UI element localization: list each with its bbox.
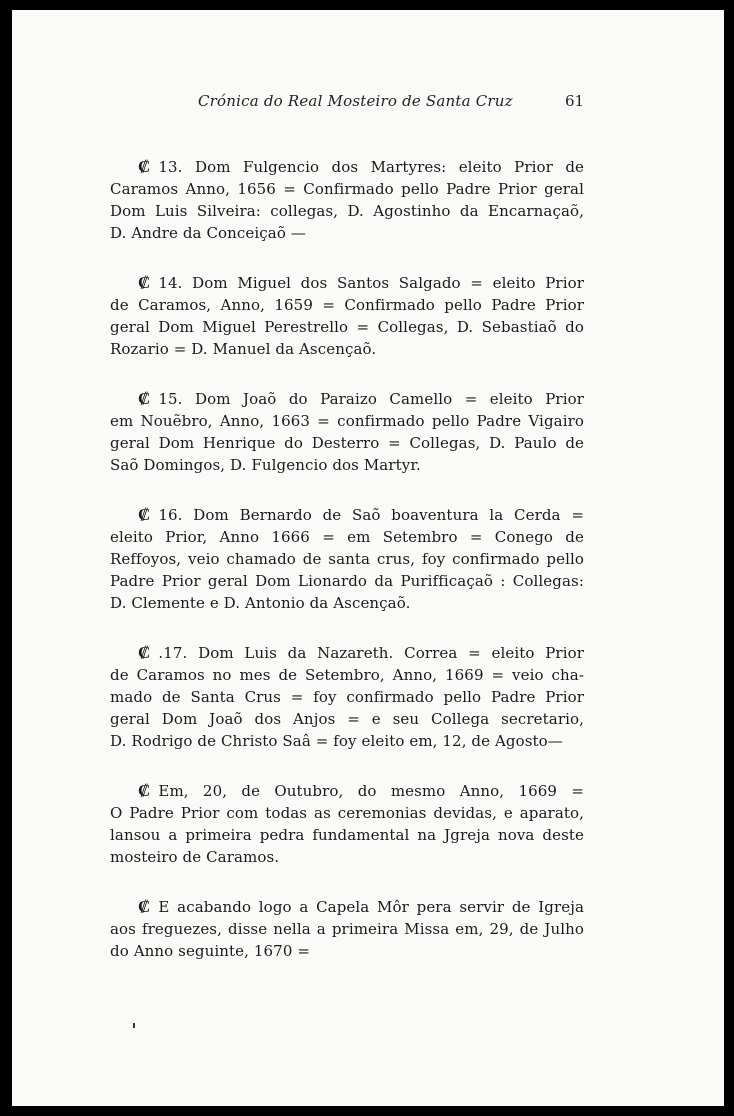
line-text: 15. Dom Joaõ do Paraizo Camello = eleito Prior bbox=[158, 390, 584, 408]
line-text: Saõ Domingos, D. Fulgencio dos Martyr. bbox=[110, 456, 421, 474]
line-text: geral Dom Joaõ dos Anjos = e seu Collega secretario, bbox=[110, 710, 584, 728]
text-line bbox=[110, 896, 584, 918]
ink-speck bbox=[133, 1023, 135, 1028]
line-text: Em, 20, de Outubro, do mesmo Anno, 1669 = bbox=[158, 782, 584, 800]
text-line bbox=[110, 222, 584, 244]
line-text: 14. Dom Miguel dos Santos Salgado = eleito Prior bbox=[158, 274, 584, 292]
line-text: 13. Dom Fulgencio dos Martyres: eleito Prior de bbox=[158, 158, 584, 176]
line-text: Caramos Anno, 1656 = Confirmado pello Padre Prior geral bbox=[110, 180, 584, 198]
line-text: em Nouẽbro, Anno, 1663 = confirmado pello Padre Vigairo bbox=[110, 412, 584, 430]
line-text: Reffoyos, veio chamado de santa crus, foy confirmado pello bbox=[110, 550, 584, 568]
running-title: Crónica do Real Mosteiro de Santa Cruz bbox=[198, 92, 513, 110]
text-line bbox=[110, 940, 584, 962]
paragraph-mark-icon: ₡ bbox=[138, 157, 151, 177]
line-text: Dom Luis Silveira: collegas, D. Agostinho da Encarnaçaõ, bbox=[110, 202, 584, 220]
line-text: E acabando logo a Capela Môr pera servir de Igreja bbox=[158, 898, 584, 916]
text-line bbox=[110, 824, 584, 846]
text-line bbox=[110, 664, 584, 686]
text-line bbox=[110, 686, 584, 708]
text-line bbox=[110, 338, 584, 360]
text-line bbox=[110, 780, 584, 802]
entry-paragraph bbox=[110, 504, 584, 614]
entry-paragraph bbox=[110, 780, 584, 868]
line-text: .17. Dom Luis da Nazareth. Correa = eleito Prior bbox=[158, 644, 584, 662]
text-line bbox=[110, 846, 584, 868]
text-line bbox=[110, 918, 584, 940]
line-text: geral Dom Miguel Perestrello = Collegas, D. Sebastiaõ do bbox=[110, 318, 584, 336]
text-line bbox=[110, 526, 584, 548]
line-text: mado de Santa Crus = foy confirmado pello Padre Prior bbox=[110, 688, 584, 706]
paragraph-mark-icon: ₡ bbox=[138, 505, 151, 525]
line-text: do Anno seguinte, 1670 = bbox=[110, 942, 310, 960]
line-text: eleito Prior, Anno 1666 = em Setembro = Conego de bbox=[110, 528, 584, 546]
page-header bbox=[12, 92, 724, 116]
entry-paragraph bbox=[110, 156, 584, 244]
line-text: Padre Prior geral Dom Lionardo da Purifficaçaõ : Collegas: bbox=[110, 572, 584, 590]
page-body bbox=[110, 156, 584, 990]
paragraph-mark-icon: ₡ bbox=[138, 897, 151, 917]
scanned-page bbox=[12, 10, 724, 1106]
paragraph-mark-icon: ₡ bbox=[138, 643, 151, 663]
line-text: lansou a primeira pedra fundamental na Jgreja nova deste bbox=[110, 826, 584, 844]
entry-paragraph bbox=[110, 642, 584, 752]
line-text: D. Rodrigo de Christo Saâ = foy eleito em, 12, de Agosto— bbox=[110, 732, 563, 750]
text-line bbox=[110, 432, 584, 454]
line-text: aos freguezes, disse nella a primeira Missa em, 29, de Julho bbox=[110, 920, 584, 938]
entry-paragraph bbox=[110, 388, 584, 476]
text-line bbox=[110, 570, 584, 592]
text-line bbox=[110, 294, 584, 316]
paragraph-mark-icon: ₡ bbox=[138, 781, 151, 801]
line-text: 16. Dom Bernardo de Saõ boaventura la Cerda = bbox=[158, 506, 584, 524]
line-text: de Caramos, Anno, 1659 = Confirmado pello Padre Prior bbox=[110, 296, 584, 314]
line-text: O Padre Prior com todas as ceremonias devidas, e aparato, bbox=[110, 804, 584, 822]
paragraph-mark-icon: ₡ bbox=[138, 273, 151, 293]
entry-paragraph bbox=[110, 272, 584, 360]
entry-paragraph bbox=[110, 896, 584, 962]
text-line bbox=[110, 316, 584, 338]
page-number: 61 bbox=[565, 92, 585, 110]
text-line bbox=[110, 548, 584, 570]
line-text: de Caramos no mes de Setembro, Anno, 1669 = veio cha- bbox=[110, 666, 584, 684]
text-line bbox=[110, 388, 584, 410]
text-line bbox=[110, 156, 584, 178]
text-line bbox=[110, 708, 584, 730]
text-line bbox=[110, 504, 584, 526]
text-line bbox=[110, 454, 584, 476]
text-line bbox=[110, 200, 584, 222]
text-line bbox=[110, 642, 584, 664]
line-text: D. Clemente e D. Antonio da Ascençaõ. bbox=[110, 594, 411, 612]
text-line bbox=[110, 592, 584, 614]
text-line bbox=[110, 802, 584, 824]
line-text: D. Andre da Conceiçaõ — bbox=[110, 224, 306, 242]
text-line bbox=[110, 272, 584, 294]
line-text: geral Dom Henrique do Desterro = Collegas, D. Paulo de bbox=[110, 434, 584, 452]
line-text: Rozario = D. Manuel da Ascençaõ. bbox=[110, 340, 377, 358]
text-line bbox=[110, 410, 584, 432]
paragraph-mark-icon: ₡ bbox=[138, 389, 151, 409]
text-line bbox=[110, 730, 584, 752]
line-text: mosteiro de Caramos. bbox=[110, 848, 280, 866]
text-line bbox=[110, 178, 584, 200]
